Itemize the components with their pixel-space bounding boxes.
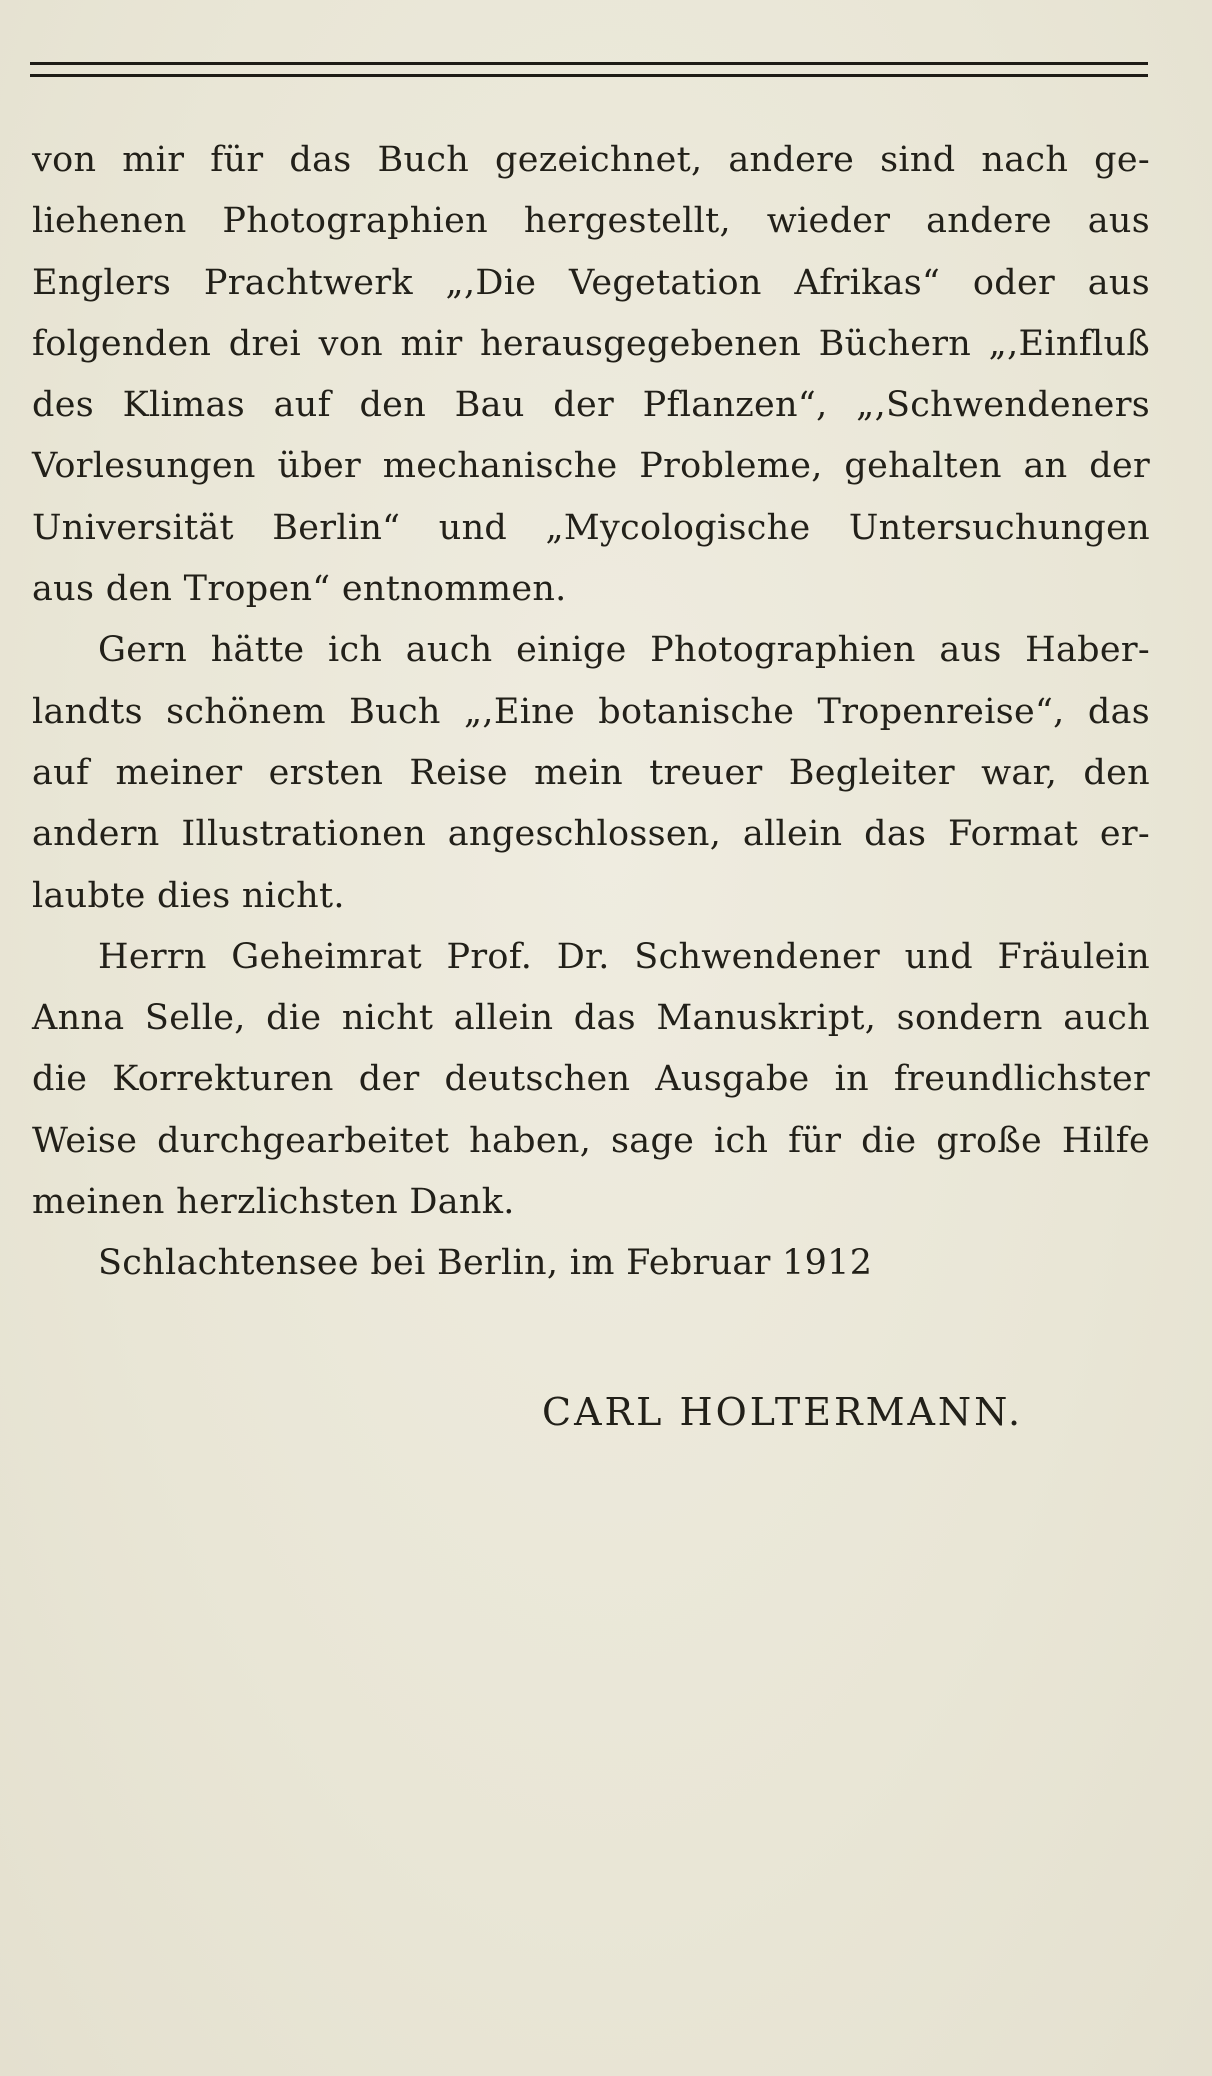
header-rule-bottom (30, 74, 1148, 77)
text-line: meinen herzlichsten Dank. (32, 1182, 515, 1223)
text-line: des Klimas auf den Bau der Pflanzen“, „,Schwendeners (32, 385, 1150, 426)
preface-text (32, 130, 1150, 1295)
text-line: Anna Selle, die nicht allein das Manuskript, sondern auch (32, 998, 1150, 1039)
text-line: laubte dies nicht. (32, 875, 345, 916)
author-signature: CARL HOLTERMANN. (542, 1390, 1024, 1434)
text-line: Herrn Geheimrat Prof. Dr. Schwendener und Fräulein (98, 936, 1150, 977)
text-line: Englers Prachtwerk „,Die Vegetation Afrikas“ oder aus (32, 262, 1150, 303)
text-line: Weise durchgearbeitet haben, sage ich für die große Hilfe (32, 1120, 1150, 1161)
text-line: von mir für das Buch gezeichnet, andere sind nach ge- (32, 140, 1150, 180)
text-line: die Korrekturen der deutschen Ausgabe in freundlichster (32, 1059, 1150, 1100)
text-line: Vorlesungen über mechanische Probleme, gehalten an der (32, 446, 1150, 487)
header-rule-top (30, 62, 1148, 65)
place-date-line: Schlachtensee bei Berlin, im Februar 1912 (98, 1243, 873, 1284)
text-line: liehenen Photographien hergestellt, wieder andere aus (32, 201, 1150, 242)
text-line: landts schönem Buch „,Eine botanische Tropenreise“, das (32, 691, 1150, 732)
text-line: andern Illustrationen angeschlossen, allein das Format er- (32, 814, 1150, 855)
text-line: folgenden drei von mir herausgegebenen Büchern „,Einfluß (32, 323, 1150, 364)
text-line: aus den Tropen“ entnommen. (32, 569, 567, 610)
text-line: Gern hätte ich auch einige Photographien aus Haber- (98, 630, 1150, 671)
text-line: Universität Berlin“ und „Mycologische Untersuchungen (32, 507, 1150, 548)
text-line: auf meiner ersten Reise mein treuer Begleiter war, den (32, 752, 1150, 793)
